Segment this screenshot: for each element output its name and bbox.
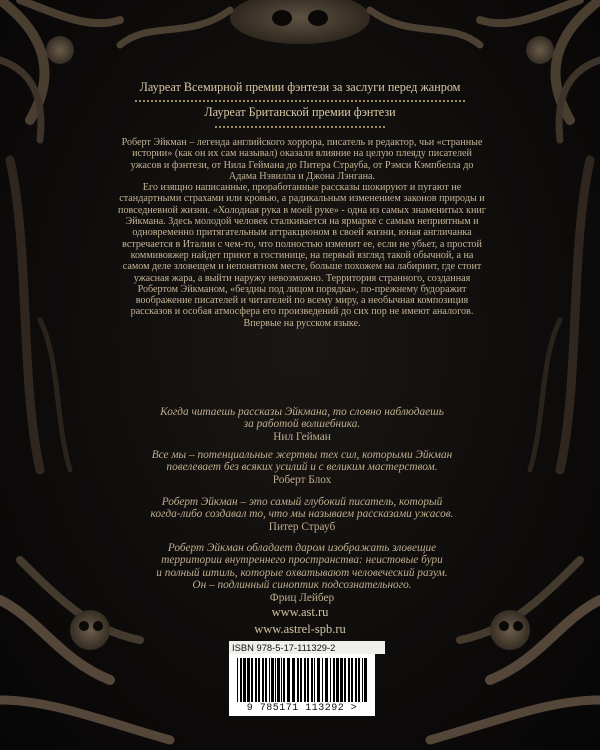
barcode-bar bbox=[307, 658, 309, 702]
quote-line: и полный штиль, которые охватывают человеческий разум. bbox=[156, 566, 448, 579]
barcode-bar bbox=[314, 658, 315, 702]
barcode-bar bbox=[275, 658, 276, 702]
website-link[interactable]: www.astrel-spb.ru bbox=[254, 622, 346, 636]
barcode-bar bbox=[255, 658, 257, 702]
barcode-bar bbox=[297, 658, 299, 702]
quote-gaiman bbox=[112, 406, 492, 443]
barcode-bar bbox=[265, 658, 267, 702]
barcode-bar bbox=[344, 658, 346, 702]
bone-left-icon bbox=[10, 160, 70, 470]
description-paragraph: Его изящно написанные, проработанные рассказы шокируют и пугают не стандартными страхами или кровью, а радикальным изменением законов природы и повседневной жизни. «Холодная рука в моей руке» - одна из самых знаменитых книг Эйкмана. Здесь молодой человек сталкивается на ярмарке с самым неприятным и одновременно притягательным аттракционом в своей жизни, юная англичанка встречается в Италии с чем-то, что полностью изменит ее, если не убьет, а простой коммивояжер найдет приют в гостинице, на первый взгляд такой обычной, а на самом деле зловещем и непонятном месте, больше похожем на лабиринт, где стоит ужасная жара, а выйти наружу невозможно. Территория странного, созданная Робертом Эйкманом, «бездны под лицом порядка», по-прежнему будоражит воображение писателей и читателей по всему миру, а необычная композиция рассказов и особая атмосфера его произведений до сих пор не имеют аналогов. bbox=[118, 182, 486, 318]
barcode-bar bbox=[283, 658, 285, 702]
barcode-bar bbox=[362, 658, 363, 702]
barcode-bar bbox=[358, 658, 360, 702]
quote-line: территории внутреннего пространства: неистовые бури bbox=[161, 554, 443, 567]
barcode-bar bbox=[287, 658, 290, 702]
barcode-bar bbox=[333, 658, 335, 702]
barcode-bar bbox=[243, 658, 246, 702]
quote-line: за работой волшебника. bbox=[243, 418, 361, 431]
barcode-bar bbox=[277, 658, 280, 702]
description-paragraph: Роберт Эйкман – легенда английского хоррора, писатель и редактор, чьи «странные истории» (как он их сам называл) оказали влияние на целую плеяду писателей ужасов и фэнтези, от Нила Геймана до Питера Страуба, от Рэмси Кэмпбелла до Адама Нэвилла и Джона Лэнгана. bbox=[121, 137, 483, 182]
barcode-bar bbox=[237, 658, 238, 702]
dotted-divider bbox=[135, 100, 465, 102]
quote-line: Роберт Эйкман – это самый глубокий писатель, который bbox=[161, 496, 443, 508]
barcode-bar bbox=[251, 658, 253, 702]
quote-straub bbox=[112, 496, 492, 533]
barcode-bar bbox=[269, 658, 270, 702]
barcode-bar bbox=[355, 658, 357, 702]
skull-top-icon bbox=[120, 0, 480, 45]
barcode-bar bbox=[325, 658, 328, 702]
barcode-bar bbox=[330, 658, 331, 702]
quote-line: Роберт Эйкман обладает даром изображать зловещие bbox=[167, 542, 437, 554]
barcode-bar bbox=[300, 658, 302, 702]
quote-bloch bbox=[112, 449, 492, 486]
quote-leiber bbox=[112, 542, 492, 604]
barcode-bar bbox=[311, 658, 313, 702]
dotted-divider bbox=[215, 126, 385, 128]
description-paragraph: Впервые на русском языке. bbox=[243, 317, 361, 329]
barcode-bar bbox=[364, 658, 367, 702]
barcode-bar bbox=[258, 658, 260, 702]
barcode-bars-icon bbox=[229, 654, 375, 706]
quote-line: Все мы – потенциальные жертвы тех сил, которыми Эйкман bbox=[151, 449, 453, 461]
quote-author: Роберт Блох bbox=[272, 473, 332, 486]
book-description bbox=[118, 137, 486, 329]
barcode-bar bbox=[271, 658, 274, 702]
website-link[interactable]: www.ast.ru bbox=[271, 605, 329, 619]
barcode-bar bbox=[247, 658, 250, 702]
award-world-fantasy: Лауреат Всемирной премии фэнтези за заслуги перед жанром bbox=[139, 80, 461, 94]
quote-line: повелевает без всяких усилий и с великим мастерством. bbox=[166, 461, 438, 474]
quote-author: Нил Гейман bbox=[273, 430, 331, 443]
quote-line: Он – подлинный синоптик подсознательного. bbox=[192, 579, 412, 592]
isbn-label: ISBN 978-5-17-111329-2 bbox=[229, 641, 385, 654]
barcode-bar bbox=[304, 658, 306, 702]
barcode-bar bbox=[340, 658, 343, 702]
barcode-digits bbox=[229, 703, 375, 714]
award-british-fantasy: Лауреат Британской премии фэнтези bbox=[204, 105, 396, 119]
quote-line: Когда читаешь рассказы Эйкмана, то словно наблюдаешь bbox=[160, 406, 444, 418]
barcode-bar bbox=[348, 658, 350, 702]
quote-author: Питер Страуб bbox=[268, 520, 336, 533]
barcode-bar bbox=[240, 658, 242, 702]
barcode-bar bbox=[262, 658, 264, 702]
quote-author: Фриц Лейбер bbox=[269, 591, 335, 604]
barcode-bar bbox=[351, 658, 353, 702]
barcode-bar bbox=[281, 658, 282, 702]
barcode-bar bbox=[336, 658, 339, 702]
barcode-bar bbox=[292, 658, 295, 702]
quote-line: когда-либо создавал то, что мы называем рассказами ужасов. bbox=[150, 508, 454, 521]
barcode-bar bbox=[322, 658, 323, 702]
bone-right-icon bbox=[530, 160, 590, 470]
barcode-number: 9 785171 113292 bbox=[246, 703, 345, 714]
barcode-arrow: > bbox=[350, 703, 358, 714]
barcode-bar bbox=[317, 658, 320, 702]
